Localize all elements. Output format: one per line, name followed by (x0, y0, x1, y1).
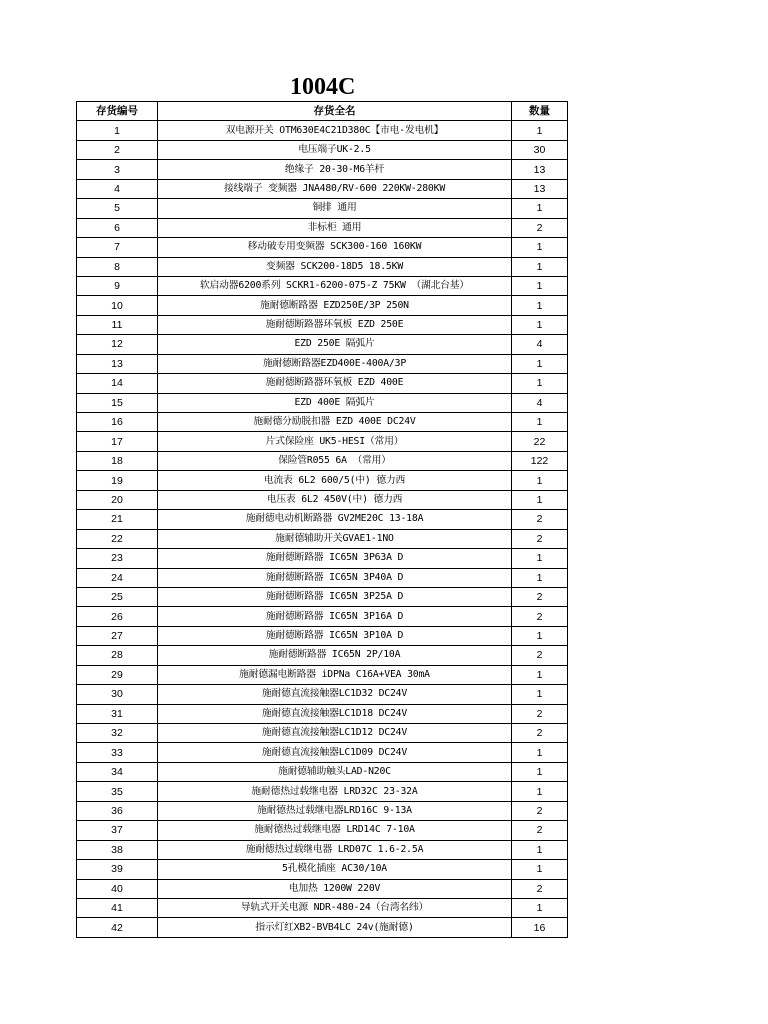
table-row (77, 296, 568, 315)
item-number-cell: 23 (77, 549, 158, 568)
item-number-cell: 39 (77, 860, 158, 879)
item-number-cell: 14 (77, 374, 158, 393)
quantity-cell: 1 (512, 568, 568, 587)
item-name-cell: 保险管R055 6A （常用） (158, 451, 512, 470)
item-number-cell: 15 (77, 393, 158, 412)
table-row (77, 529, 568, 548)
quantity-cell: 1 (512, 413, 568, 432)
table-row (77, 238, 568, 257)
header-quantity: 数量 (512, 102, 568, 121)
quantity-cell: 30 (512, 140, 568, 159)
item-name-cell: 施耐德辅助开关GVAE1-1NO (158, 529, 512, 548)
table-row (77, 276, 568, 295)
quantity-cell: 1 (512, 257, 568, 276)
table-row (77, 199, 568, 218)
item-number-cell: 3 (77, 160, 158, 179)
item-number-cell: 12 (77, 335, 158, 354)
header-row (77, 102, 568, 121)
quantity-cell: 1 (512, 354, 568, 373)
item-name-cell: 施耐德断路器 IC65N 3P63A D (158, 549, 512, 568)
quantity-cell: 1 (512, 238, 568, 257)
item-name-cell: 施耐德断路器环氧板 EZD 400E (158, 374, 512, 393)
table-row (77, 626, 568, 645)
table-row (77, 451, 568, 470)
table-body (77, 121, 568, 937)
quantity-cell: 1 (512, 840, 568, 859)
item-name-cell: 施耐德电动机断路器 GV2ME20C 13-18A (158, 510, 512, 529)
quantity-cell: 1 (512, 860, 568, 879)
item-number-cell: 38 (77, 840, 158, 859)
item-number-cell: 6 (77, 218, 158, 237)
quantity-cell: 1 (512, 782, 568, 801)
table-row (77, 374, 568, 393)
item-number-cell: 24 (77, 568, 158, 587)
item-number-cell: 31 (77, 704, 158, 723)
item-name-cell: 电压端子UK-2.5 (158, 140, 512, 159)
quantity-cell: 2 (512, 218, 568, 237)
item-number-cell: 27 (77, 626, 158, 645)
item-name-cell: 施耐德断路器 IC65N 3P40A D (158, 568, 512, 587)
item-name-cell: 铜排 通用 (158, 199, 512, 218)
item-number-cell: 19 (77, 471, 158, 490)
quantity-cell: 1 (512, 374, 568, 393)
table-row (77, 393, 568, 412)
quantity-cell: 2 (512, 724, 568, 743)
item-name-cell: 导轨式开关电源 NDR-480-24（台湾名纬） (158, 898, 512, 917)
table-row (77, 335, 568, 354)
document-title: 1004C (290, 74, 356, 100)
header-item-code: 存货编号 (77, 102, 158, 121)
item-name-cell: 施耐德断路器 IC65N 3P16A D (158, 607, 512, 626)
quantity-cell: 4 (512, 393, 568, 412)
table-row (77, 315, 568, 334)
table-row (77, 354, 568, 373)
item-name-cell: 施耐德断路器 IC65N 3P25A D (158, 587, 512, 606)
item-name-cell: 变频器 SCK200-18D5 18.5KW (158, 257, 512, 276)
item-number-cell: 16 (77, 413, 158, 432)
quantity-cell: 2 (512, 510, 568, 529)
table-row (77, 432, 568, 451)
item-name-cell: 软启动器6200系列 SCKR1-6200-075-Z 75KW （湖北台基） (158, 276, 512, 295)
table-row (77, 121, 568, 140)
table-row (77, 860, 568, 879)
quantity-cell: 2 (512, 801, 568, 820)
table-row (77, 821, 568, 840)
item-name-cell: 施耐德断路器环氧板 EZD 250E (158, 315, 512, 334)
item-number-cell: 8 (77, 257, 158, 276)
table-row (77, 413, 568, 432)
item-number-cell: 18 (77, 451, 158, 470)
item-number-cell: 1 (77, 121, 158, 140)
item-number-cell: 40 (77, 879, 158, 898)
item-number-cell: 2 (77, 140, 158, 159)
item-number-cell: 20 (77, 490, 158, 509)
item-name-cell: 施耐德断路器EZD400E-400A/3P (158, 354, 512, 373)
item-name-cell: 施耐德辅助触头LAD-N20C (158, 762, 512, 781)
quantity-cell: 13 (512, 160, 568, 179)
quantity-cell: 1 (512, 121, 568, 140)
table-row (77, 724, 568, 743)
item-number-cell: 17 (77, 432, 158, 451)
table-header (77, 102, 568, 121)
item-number-cell: 22 (77, 529, 158, 548)
table-row (77, 257, 568, 276)
item-name-cell: 施耐德热过载继电器 LRD07C 1.6-2.5A (158, 840, 512, 859)
item-number-cell: 32 (77, 724, 158, 743)
item-name-cell: 施耐德分励脱扣器 EZD 400E DC24V (158, 413, 512, 432)
item-number-cell: 28 (77, 646, 158, 665)
table-row (77, 568, 568, 587)
item-name-cell: 移动破专用变频器 SCK300-160 160KW (158, 238, 512, 257)
quantity-cell: 2 (512, 704, 568, 723)
quantity-cell: 1 (512, 898, 568, 917)
item-name-cell: 5孔模化插座 AC30/10A (158, 860, 512, 879)
item-number-cell: 11 (77, 315, 158, 334)
quantity-cell: 1 (512, 762, 568, 781)
quantity-cell: 2 (512, 879, 568, 898)
quantity-cell: 22 (512, 432, 568, 451)
item-number-cell: 25 (77, 587, 158, 606)
item-number-cell: 9 (77, 276, 158, 295)
item-name-cell: 电压表 6L2 450V(中) 德力西 (158, 490, 512, 509)
quantity-cell: 2 (512, 646, 568, 665)
quantity-cell: 16 (512, 918, 568, 937)
table-row (77, 490, 568, 509)
item-number-cell: 21 (77, 510, 158, 529)
table-row (77, 160, 568, 179)
item-number-cell: 34 (77, 762, 158, 781)
quantity-cell: 2 (512, 587, 568, 606)
item-name-cell: 施耐德直流接触器LC1D09 DC24V (158, 743, 512, 762)
table-row (77, 510, 568, 529)
item-name-cell: 施耐德直流接触器LC1D18 DC24V (158, 704, 512, 723)
quantity-cell: 2 (512, 821, 568, 840)
item-name-cell: EZD 400E 隔弧片 (158, 393, 512, 412)
table-row (77, 898, 568, 917)
header-item-name: 存货全名 (158, 102, 512, 121)
item-name-cell: 施耐德热过载继电器LRD16C 9-13A (158, 801, 512, 820)
item-number-cell: 35 (77, 782, 158, 801)
item-number-cell: 41 (77, 898, 158, 917)
item-name-cell: 片式保险座 UK5-HESI（常用） (158, 432, 512, 451)
quantity-cell: 13 (512, 179, 568, 198)
item-name-cell: 电加热 1200W 220V (158, 879, 512, 898)
item-name-cell: 绝缘子 20-30-M6羊杆 (158, 160, 512, 179)
quantity-cell: 1 (512, 549, 568, 568)
item-name-cell: 施耐德断路器 EZD250E/3P 250N (158, 296, 512, 315)
table-row (77, 218, 568, 237)
table-row (77, 762, 568, 781)
item-number-cell: 42 (77, 918, 158, 937)
item-number-cell: 13 (77, 354, 158, 373)
quantity-cell: 1 (512, 490, 568, 509)
table-row (77, 179, 568, 198)
table-row (77, 685, 568, 704)
item-number-cell: 29 (77, 665, 158, 684)
table-row (77, 665, 568, 684)
quantity-cell: 1 (512, 296, 568, 315)
table-row (77, 743, 568, 762)
item-name-cell: 非标柜 通用 (158, 218, 512, 237)
table-row (77, 140, 568, 159)
item-number-cell: 10 (77, 296, 158, 315)
item-name-cell: 施耐德断路器 IC65N 3P10A D (158, 626, 512, 645)
quantity-cell: 1 (512, 276, 568, 295)
item-number-cell: 7 (77, 238, 158, 257)
table-row (77, 782, 568, 801)
item-name-cell: EZD 250E 隔弧片 (158, 335, 512, 354)
quantity-cell: 4 (512, 335, 568, 354)
item-name-cell: 施耐德热过载继电器 LRD32C 23-32A (158, 782, 512, 801)
item-name-cell: 施耐德直流接触器LC1D32 DC24V (158, 685, 512, 704)
table-row (77, 549, 568, 568)
table-row (77, 646, 568, 665)
item-number-cell: 4 (77, 179, 158, 198)
item-name-cell: 接线端子 变频器 JNA480/RV-600 220KW-280KW (158, 179, 512, 198)
quantity-cell: 2 (512, 529, 568, 548)
quantity-cell: 1 (512, 626, 568, 645)
item-number-cell: 36 (77, 801, 158, 820)
item-number-cell: 37 (77, 821, 158, 840)
table-row (77, 918, 568, 937)
quantity-cell: 1 (512, 471, 568, 490)
inventory-table (76, 101, 568, 938)
quantity-cell: 1 (512, 665, 568, 684)
quantity-cell: 1 (512, 315, 568, 334)
quantity-cell: 1 (512, 743, 568, 762)
item-name-cell: 指示灯红XB2-BVB4LC 24v(施耐德) (158, 918, 512, 937)
item-name-cell: 双电源开关 OTM630E4C21D380C【市电-发电机】 (158, 121, 512, 140)
item-name-cell: 施耐德直流接触器LC1D12 DC24V (158, 724, 512, 743)
quantity-cell: 1 (512, 199, 568, 218)
item-number-cell: 33 (77, 743, 158, 762)
item-number-cell: 5 (77, 199, 158, 218)
item-number-cell: 26 (77, 607, 158, 626)
item-number-cell: 30 (77, 685, 158, 704)
table-row (77, 801, 568, 820)
table-row (77, 704, 568, 723)
table-row (77, 879, 568, 898)
item-name-cell: 施耐德热过载继电器 LRD14C 7-10A (158, 821, 512, 840)
quantity-cell: 1 (512, 685, 568, 704)
table-row (77, 840, 568, 859)
item-name-cell: 施耐德漏电断路器 iDPNa C16A+VEA 30mA (158, 665, 512, 684)
table-row (77, 587, 568, 606)
quantity-cell: 2 (512, 607, 568, 626)
quantity-cell: 122 (512, 451, 568, 470)
item-name-cell: 电流表 6L2 600/5(中) 德力西 (158, 471, 512, 490)
item-name-cell: 施耐德断路器 IC65N 2P/10A (158, 646, 512, 665)
table-row (77, 471, 568, 490)
table-row (77, 607, 568, 626)
